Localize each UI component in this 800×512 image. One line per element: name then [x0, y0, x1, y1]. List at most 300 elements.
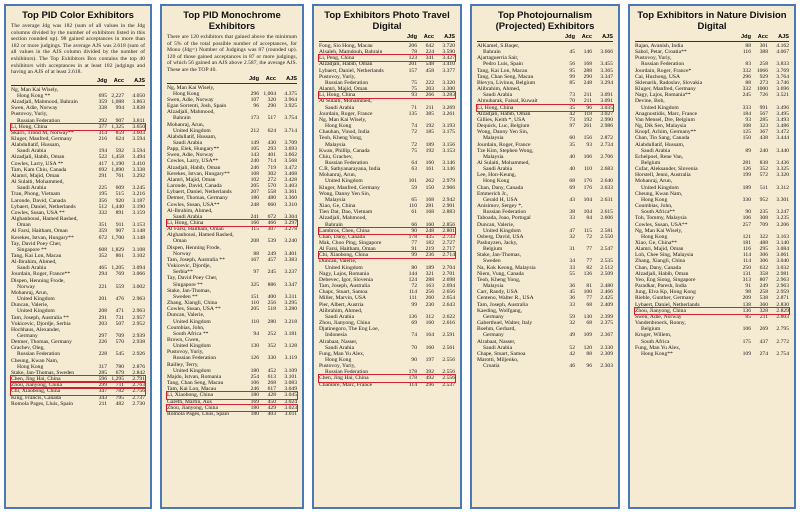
exhibitor-name: Jourdain, Roger, France** [11, 271, 71, 278]
judgings-count: 102 [250, 176, 259, 183]
judgings-count: 241 [250, 213, 259, 220]
exhibitor-name: Zhou, Jianyong, China [635, 307, 686, 314]
ajs-score: 3.061 [776, 252, 789, 259]
acceptances-count: 567 [759, 110, 768, 117]
ajs-score: 2.701 [442, 270, 455, 277]
exhibitor-name: Al-Ibrahim, Ahmed, [11, 259, 57, 266]
ajs-score: 3.187 [132, 197, 145, 204]
acceptances-count: 261 [583, 123, 592, 130]
ajs-score: 2.942 [442, 196, 455, 203]
ajs-score: 2.591 [442, 332, 455, 339]
exhibitor-name: Alrabaat, Nasser, [319, 338, 358, 345]
judgings-count: 226 [98, 339, 107, 346]
exhibitor-name: United Kingdom [173, 127, 211, 134]
ajs-score: 2.803 [776, 313, 789, 320]
exhibitor-name: Russian Federation [17, 117, 61, 124]
exhibitor-name: Toh, Tommy, Malaysia [635, 215, 687, 222]
acceptances-count: 211 [425, 104, 434, 111]
acceptances-count: 458 [425, 67, 434, 74]
acceptances-count: 249 [759, 283, 768, 290]
ajs-score: 2.466 [600, 289, 613, 296]
exhibitor-name: United Kingdom [641, 104, 679, 111]
judgings-count: 34 [569, 258, 575, 265]
ajs-score: 2.606 [600, 215, 613, 222]
acceptances-count: 609 [115, 185, 124, 192]
judgings-count: 343 [98, 394, 107, 401]
acceptances-count: 1,700 [111, 234, 124, 241]
exhibitor-name: Alzadjali, Habib, Oman [11, 154, 65, 161]
exhibitor-name: Chapc, Stuart, Samoa [319, 289, 368, 296]
ajs-score: 3.662 [284, 152, 297, 159]
acceptances-count: 929 [759, 73, 768, 80]
judgings-count: 107 [250, 96, 259, 103]
acceptances-count: 488 [759, 240, 768, 246]
ajs-score: 2.640 [600, 178, 613, 185]
ajs-score: 2.616 [442, 320, 455, 327]
acceptances-count: 104 [583, 209, 592, 216]
exhibitor-name: Saudi Arabia [325, 344, 355, 351]
acceptances-count: 480 [267, 195, 276, 202]
judgings-count: 608 [98, 246, 107, 253]
judgings-count: 695 [98, 92, 107, 99]
ajs-score: 3.594 [132, 148, 145, 155]
ajs-score: 2.367 [600, 332, 613, 339]
acceptances-count: 77 [586, 258, 592, 265]
ajs-score: 3.468 [284, 170, 297, 177]
ajs-score: 2.754 [776, 350, 789, 357]
acceptances-count: 920 [115, 197, 124, 204]
judgings-count: 377 [98, 123, 107, 130]
exhibitor-name: Tay, David Poey Cher, [11, 240, 62, 247]
acceptances-count: 438 [759, 135, 768, 142]
exhibitor-name: Skarri, Trond M, Norway** [11, 129, 74, 136]
ajs-score: 3.140 [776, 240, 789, 246]
acceptances-count: 572 [759, 172, 768, 179]
exhibitor-name: United Kingdom [641, 184, 679, 191]
judgings-count: 228 [98, 351, 107, 358]
exhibitor-name: Kruger, Willem, [635, 332, 672, 339]
ajs-score: 2.986 [600, 123, 613, 130]
exhibitor-name: Chape, Stuart, Samoa [477, 350, 526, 357]
exhibitor-name: Tam, Joseph, Australia ** [11, 314, 69, 321]
exhibitor-name: Tang, Chan Seng, Macau [167, 380, 224, 387]
ajs-score: 2.399 [600, 313, 613, 320]
judgings-count: 184 [742, 110, 751, 117]
exhibitor-name: Croatia [483, 363, 500, 370]
exhibitor-name: Saudi Arabia [17, 265, 47, 272]
acceptances-count: 538 [759, 295, 768, 302]
judgings-count: 60 [569, 135, 575, 142]
ajs-score: 3.032 [776, 264, 789, 271]
acceptances-count: 539 [267, 238, 276, 245]
exhibitor-name: Alabdullatif, Hussam, [635, 141, 685, 148]
judgings-count: 313 [742, 276, 751, 283]
exhibitor-name: Tran, Phong, Vietnam [11, 191, 61, 198]
ajs-score: 2.876 [132, 363, 145, 370]
judgings-count: 89 [745, 147, 751, 154]
judgings-count: 167 [250, 256, 259, 263]
judgings-count: 199 [742, 172, 751, 179]
judgings-count: 90 [745, 209, 751, 216]
ajs-score: 2.730 [132, 400, 145, 407]
acceptances-count: 258 [759, 289, 768, 296]
acceptances-count: 224 [425, 49, 434, 56]
ajs-score: 3.245 [132, 185, 145, 192]
ajs-score: 3.091 [600, 92, 613, 99]
acceptances-count: 1066 [756, 67, 768, 74]
acceptances-count: 281 [425, 203, 434, 210]
acceptances-count: 168 [583, 61, 592, 68]
acceptances-count: 617 [267, 386, 276, 393]
judgings-count: 115 [250, 226, 259, 233]
exhibitor-name: Ng, Man Kai Wisely, [11, 86, 59, 93]
acceptances-count: 106 [583, 153, 592, 160]
exhibitor-name: Cai, Huzhong, USA [635, 73, 681, 80]
ajs-score: 3.833 [776, 61, 789, 68]
exhibitor-name: Lambros, Chen, China [319, 227, 370, 234]
exhibitor-name: Marotti, Miljenko, [477, 356, 519, 363]
exhibitor-name: Alzadjali, Habib, Oman [477, 110, 531, 117]
exhibitor-name: United Kingdom [325, 178, 363, 185]
acceptances-count: 222 [425, 79, 434, 86]
ajs-score: 3.311 [284, 293, 297, 300]
judgings-count: 52 [569, 344, 575, 351]
exhibitor-name: Van Mensel, Dre, Belgium [635, 116, 695, 123]
judgings-count: 47 [569, 227, 575, 234]
column-title: Top PID Color Exhibitors [22, 10, 134, 21]
photo-travel-exhibitors-column [312, 4, 462, 509]
acceptances-count: 1,088 [111, 99, 124, 106]
ajs-score: 3.427 [442, 55, 455, 62]
acceptances-count: 1000 [756, 86, 768, 93]
exhibitor-name: Malaysia [483, 153, 504, 160]
judgings-count: 111 [409, 295, 417, 302]
header-acc: Acc [581, 34, 592, 40]
acceptances-count: 68 [586, 320, 592, 327]
exhibitor-name: Jourdain, Roger, France [319, 110, 373, 117]
acceptances-count: 211 [759, 313, 768, 320]
ajs-score: 2.734 [600, 141, 613, 148]
exhibitor-name: Teoh, Kheng Yong, [319, 135, 363, 142]
judgings-count: 40 [569, 166, 575, 173]
ajs-score: 2.717 [442, 246, 455, 253]
acceptances-count: 262 [425, 178, 434, 185]
acceptances-count: 268 [267, 380, 276, 387]
judgings-count: 297 [98, 333, 107, 339]
column-title: Top Photojournalism (Projected) Exhibitors [495, 10, 595, 32]
exhibitor-name: Coumbias, John, [635, 203, 673, 210]
judgings-count: 130 [250, 343, 259, 350]
ajs-score: 2.990 [600, 116, 613, 123]
judgings-count: 352 [98, 252, 107, 259]
judgings-count: 33 [569, 301, 575, 308]
judgings-count: 35 [569, 141, 575, 148]
exhibitor-name: Hong Kong** [641, 350, 673, 357]
exhibitor-name: Al-Ibrahim, Ahmed, [167, 207, 213, 214]
exhibitor-name: Romola Pages, Lluis, Spain [11, 400, 73, 407]
judgings-count: 150 [742, 135, 751, 142]
acceptances-count: 168 [425, 196, 434, 203]
exhibitor-name: Ng, Man Kai Wisely, [635, 227, 683, 234]
judgings-count: 126 [742, 166, 751, 173]
exhibitor-name: Hong Kong [325, 123, 352, 130]
ajs-score: 3.159 [132, 209, 145, 216]
table-row [167, 411, 297, 417]
judgings-count: 88 [745, 79, 751, 86]
exhibitor-name: Pier, Albert, Austria [319, 301, 364, 308]
exhibitor-name: Djatinegoro, The Eng Loe, [319, 326, 380, 333]
ajs-score: 3.493 [776, 116, 789, 123]
acceptances-count: 457 [267, 256, 276, 263]
exhibitor-name: Russian Federation [325, 159, 369, 166]
ajs-score: 3.863 [132, 99, 145, 106]
acceptances-count: 104 [583, 196, 592, 203]
exhibitor-name: United Kingdom [173, 343, 211, 350]
exhibitor-name: Saudi Arabia [641, 147, 671, 154]
exhibitor-name: Vukicevic, Djordje, [167, 263, 211, 270]
ajs-score: 3.280 [284, 306, 297, 313]
exhibitor-name: Kaeding, Wolfgang, [477, 307, 522, 314]
exhibitor-name: Zhou, Jianyong, China [167, 404, 218, 411]
judgings-count: 66 [411, 221, 417, 228]
acceptances-count: 96 [586, 104, 592, 111]
exhibitor-name: Alzadjali, Mahmood, [319, 215, 367, 222]
judgings-count: 291 [98, 172, 107, 179]
exhibitor-name: Pustovoy, Yuriy, [11, 111, 48, 118]
acceptances-count: 312 [425, 313, 434, 320]
header-name [477, 34, 558, 41]
ajs-score: 2.425 [600, 295, 613, 302]
judgings-count: 59 [569, 313, 575, 320]
ajs-score: 3.568 [284, 158, 297, 165]
exhibitor-name: Saudi Arabia [17, 185, 47, 192]
ajs-score: 3.401 [284, 250, 297, 257]
exhibitor-name: Malaysia [483, 283, 504, 290]
exhibitor-name: Russian Federation [483, 209, 527, 216]
judgings-count: 70 [411, 344, 417, 351]
header-name [11, 78, 90, 85]
ajs-score: 2.795 [776, 326, 789, 333]
ajs-score: 3.410 [442, 61, 455, 68]
judgings-count: 36 [569, 283, 575, 290]
judgings-count: 33 [569, 264, 575, 271]
exhibitor-name: Stake, Jan-Thomas, [167, 287, 211, 294]
exhibitor-list [635, 43, 789, 357]
ajs-score: 2.714 [442, 252, 455, 259]
exhibitor-name: Teoh, Kheng Yong, [477, 276, 521, 283]
judgings-count: 692 [98, 166, 107, 173]
judgings-count: 121 [742, 233, 751, 240]
exhibitor-list [11, 87, 145, 407]
acceptances-count: 517 [267, 115, 276, 122]
exhibitor-name: Kwan, Phillip, Canada [319, 147, 370, 154]
judgings-count: 126 [250, 355, 259, 362]
ajs-score: 2.480 [600, 283, 613, 290]
acceptances-count: 570 [115, 339, 124, 346]
exhibitor-name: United Kingdom [17, 296, 55, 303]
exhibitor-name: Pedro Luis, Spain [483, 61, 523, 68]
exhibitor-name: Kerekes, Istvan, Hungary** [167, 170, 230, 177]
table-header [167, 76, 297, 84]
exhibitor-name: Alzadjali, Mahmood, [167, 109, 215, 116]
judgings-count: 180 [250, 195, 259, 202]
exhibitor-name: Tam, Kam Chiu, Canada [11, 166, 67, 173]
header-ajs: AJS [134, 77, 145, 84]
acceptances-count: 1,829 [111, 246, 124, 253]
judgings-count: 116 [742, 49, 751, 56]
judgings-count: 88 [253, 250, 259, 257]
acceptances-count: 68 [586, 301, 592, 308]
exhibitor-name: Duncan, Valerie, [11, 302, 49, 309]
nature-exhibitors-column [628, 4, 796, 509]
exhibitor-name: Zhou, Jianyong, China [319, 320, 370, 327]
judgings-count: 75 [411, 79, 417, 86]
ajs-score: 3.838 [132, 105, 145, 112]
acceptances-count: 197 [425, 356, 434, 363]
exhibitor-name: Oman [173, 238, 187, 245]
acceptances-count: 1,440 [111, 203, 124, 210]
ajs-score: 3.486 [776, 123, 789, 130]
exhibitor-name: Al Farsi, Haitham, Oman [11, 228, 68, 235]
ajs-score: 3.696 [776, 86, 789, 93]
acceptances-count: 450 [267, 398, 276, 405]
table-row [477, 363, 613, 369]
exhibitor-name: Anagnostidis, Marc, France [635, 110, 698, 117]
exhibitor-name: Majdo, Istvan, Romania [167, 373, 222, 380]
ajs-score: 3.283 [442, 92, 455, 99]
exhibitor-name: Swen, Adie, Norway [11, 105, 58, 112]
exhibitor-name: Belgium [483, 246, 503, 253]
exhibitor-name: Chiu, Grachev, [319, 153, 353, 160]
ajs-score: 2.938 [132, 339, 145, 346]
judgings-count: 157 [408, 67, 417, 74]
ajs-score: 3.190 [132, 203, 145, 210]
judgings-count: 90 [411, 227, 417, 234]
acceptances-count: 660 [267, 201, 276, 208]
ajs-score: 3.472 [776, 129, 789, 136]
exhibitor-name: Saudi Arabia [173, 139, 203, 146]
exhibitor-name: Swen, Adie, Norway [167, 152, 214, 159]
judgings-count: 68 [569, 178, 575, 185]
ajs-score: 2.654 [442, 295, 455, 302]
judgings-count: 195 [98, 191, 107, 198]
acceptances-count: 592 [115, 148, 124, 155]
judgings-count: 114 [408, 289, 417, 296]
acceptances-count: 769 [115, 271, 124, 278]
acceptances-count: 100 [583, 289, 592, 296]
exhibitor-name: Grachev, Oleg, [11, 345, 45, 352]
exhibitor-name: Hochhaus, Alexander, [11, 326, 61, 333]
ajs-score: 3.360 [284, 195, 297, 202]
exhibitor-name: Coumbias, John, [167, 324, 205, 331]
judgings-count: 108 [250, 170, 259, 177]
exhibitor-name: Tien Dat, Dao, Vietnam [319, 209, 373, 216]
ajs-score: 3.146 [442, 166, 455, 173]
acceptances-count: 358 [759, 270, 768, 277]
exhibitor-name: Chan, Dany, Canada [477, 184, 523, 191]
header-acc: Acc [423, 34, 434, 40]
exhibitor-name: Chen, Jing Hai, China [319, 375, 369, 382]
judgings-count: 45 [569, 49, 575, 56]
acceptances-count: 1,458 [111, 154, 124, 161]
judgings-count: 72 [411, 141, 417, 148]
ajs-score: 2.550 [600, 233, 613, 240]
ajs-score: 4.162 [776, 43, 789, 49]
judgings-count: 114 [408, 381, 417, 388]
acceptances-count: 891 [115, 209, 124, 216]
acceptances-count: 288 [583, 67, 592, 74]
judgings-count: 291 [98, 314, 107, 321]
exhibitor-name: Swen, Adie, Norway [167, 96, 214, 103]
exhibitor-name: Chi, Xiaobong, China [319, 252, 369, 259]
acceptances-count: 1,004 [263, 90, 276, 97]
ajs-score: 3.590 [442, 49, 455, 56]
ajs-score: 2.375 [600, 320, 613, 327]
acceptances-count: 859 [115, 129, 124, 136]
judgings-count: 93 [411, 92, 417, 99]
exhibitor-name: Alamri, Majid, Oman [167, 176, 216, 183]
ajs-score: 3.436 [776, 159, 789, 166]
exhibitor-name: Chen, Jing Hai, China [11, 376, 61, 383]
acceptances-count: 189 [425, 264, 434, 271]
ajs-score: 3.496 [776, 104, 789, 111]
ajs-score: 2.535 [600, 258, 613, 265]
judgings-count: 73 [569, 116, 575, 123]
acceptances-count: 360 [759, 301, 768, 308]
acceptances-count: 1,205 [111, 265, 124, 272]
judgings-count: 94 [253, 330, 259, 337]
exhibitor-name: Taboada, Joao, Portugal [477, 215, 531, 222]
exhibitor-name: Saudi Arabia [483, 92, 513, 99]
ajs-score: 3.377 [442, 67, 455, 74]
exhibitor-name: Lybaert, Daniel, Netherlands [635, 301, 700, 308]
acceptances-count: 430 [267, 139, 276, 146]
judgings-count: 80 [411, 264, 417, 271]
ajs-score: 3.128 [284, 343, 297, 350]
ajs-score: 3.495 [776, 110, 789, 117]
judgings-count: 75 [411, 147, 417, 154]
judgings-count: 40 [569, 153, 575, 160]
acceptances-count: 907 [115, 228, 124, 235]
acceptances-count: 258 [759, 61, 768, 68]
ajs-score: 4.375 [284, 90, 297, 97]
exhibitor-name: Alamri, Majid, Oman [635, 246, 684, 253]
judgings-count: 181 [742, 240, 751, 246]
ajs-score: 2.883 [442, 209, 455, 216]
exhibitor-name: Knopf, Achim, Germany** [635, 129, 697, 136]
ajs-score: 3.310 [284, 201, 297, 208]
ajs-score: 3.325 [776, 166, 789, 173]
judgings-count: 180 [250, 410, 259, 417]
ajs-score: 3.240 [284, 238, 297, 245]
acceptances-count: 838 [759, 159, 768, 166]
exhibitor-name: Zhang, Xiangli, China [635, 258, 686, 265]
judgings-count: 246 [250, 386, 259, 393]
judgings-count: 105 [250, 146, 259, 153]
exhibitor-name: Ng, Man Kai Wisely, [319, 116, 367, 123]
ajs-score: 2.615 [600, 209, 613, 216]
exhibitor-name: Chi, Xiaobong, China [11, 388, 61, 395]
judgings-count: 356 [98, 197, 107, 204]
exhibitor-name: Belgium [641, 159, 661, 166]
ajs-score: 2.791 [132, 376, 145, 383]
ajs-score: 3.153 [442, 147, 455, 154]
judgings-count: 114 [742, 258, 751, 265]
exhibitor-name: Fung, Man Yu Alex, [319, 350, 365, 357]
exhibitor-name: Dispen, Henning Frode, [11, 277, 65, 284]
ajs-score: 2.547 [600, 246, 613, 253]
ajs-score: 3.361 [284, 189, 297, 196]
